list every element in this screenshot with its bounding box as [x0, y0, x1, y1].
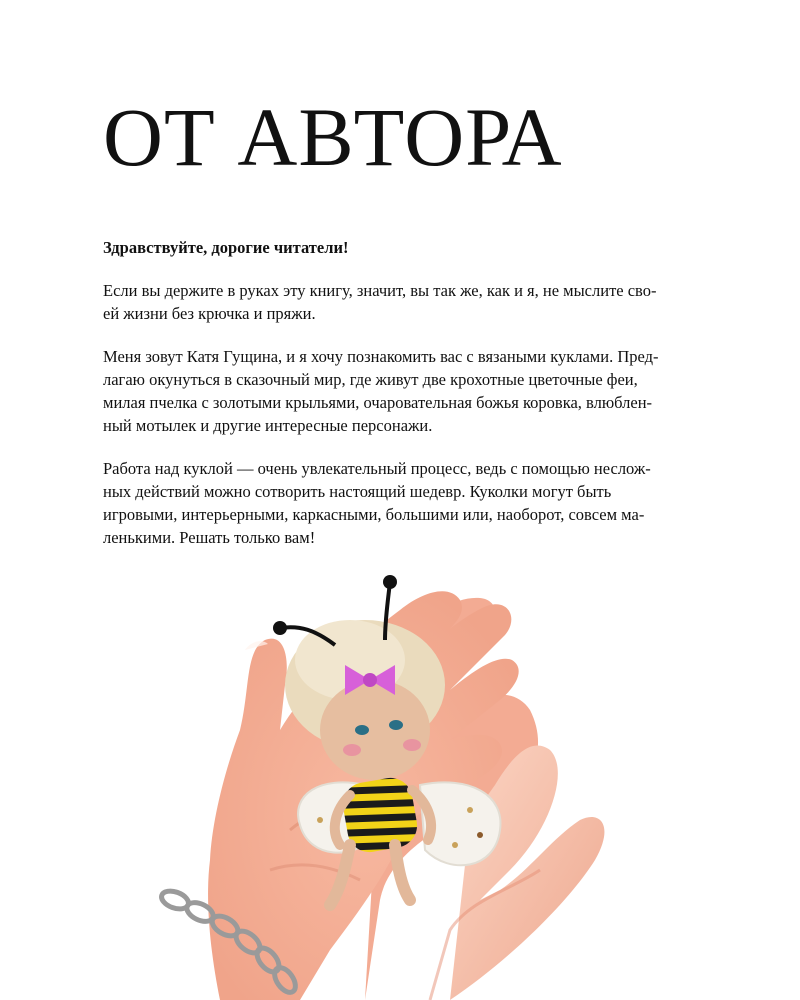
antenna-tip-right — [383, 575, 397, 589]
doll-cheek-left — [343, 744, 361, 756]
paragraph-line: Работа над куклой — очень увлекательный процесс, ведь с помощью неслож- — [103, 459, 651, 478]
page-title: ОТ АВТОРА — [103, 91, 563, 183]
paragraph-line: ных действий можно сотворить настоящий шедевр. Куколки могут быть — [103, 482, 612, 501]
bee-doll-photo — [150, 570, 620, 1000]
antenna-tip-left — [273, 621, 287, 635]
paragraph-line: Если вы держите в руках эту книгу, значит, вы так же, как и я, не мыслите сво- — [103, 281, 657, 300]
paragraph-line: ный мотылек и другие интересные персонажи. — [103, 416, 433, 435]
paragraph-3 — [103, 457, 673, 549]
paragraph-1 — [103, 279, 673, 325]
paragraph-2 — [103, 345, 673, 437]
doll-eye-left — [355, 725, 369, 735]
paragraph-line: игровыми, интерьерными, каркасными, большими или, наоборот, совсем ма- — [103, 505, 645, 524]
paragraph-line: ленькими. Решать только вам! — [103, 528, 316, 547]
paragraph-line: Меня зовут Катя Гущина, и я хочу познакомить вас с вязаными куклами. Пред- — [103, 347, 659, 366]
doll-cheek-right — [403, 739, 421, 751]
text-block — [103, 236, 673, 569]
paragraph-line: милая пчелка с золотыми крыльями, очаровательная божья коровка, влюблен- — [103, 393, 653, 412]
doll-head — [320, 680, 430, 780]
paragraph-line: лагаю окунуться в сказочный мир, где живут две крохотные цветочные феи, — [103, 370, 638, 389]
doll-eye-right — [389, 720, 403, 730]
paragraph-line: ей жизни без крючка и пряжи. — [103, 304, 316, 323]
greeting: Здравствуйте, дорогие читатели! — [103, 238, 349, 257]
